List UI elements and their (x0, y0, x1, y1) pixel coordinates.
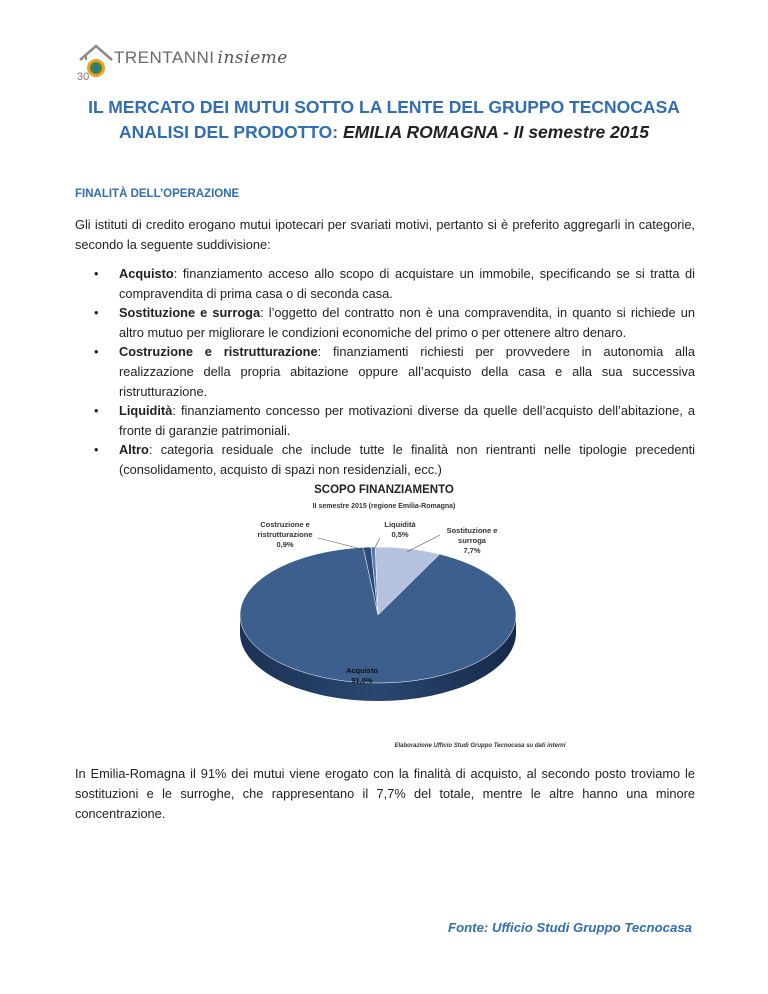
chart-subtitle: II semestre 2015 (regione Emilia-Romagna) (312, 503, 456, 510)
intro-paragraph: Gli istituti di credito erogano mutui ipotecari per svariati motivi, pertanto si è preferito aggregarli in categorie, secondo la seguente suddivisione: (75, 217, 695, 252)
pie-category-label: Liquidità (384, 520, 416, 529)
page-title: IL MERCATO DEI MUTUI SOTTO LA LENTE DEL GRUPPO TECNOCASA (88, 97, 680, 117)
pie-slices (240, 547, 516, 683)
list-item-text: : finanziamenti richiesti per provvedere in autonomia alla realizzazione della propria abitazione oppure all’acquisto della casa e alla sua successiva ristrutturazione. (119, 344, 695, 399)
bullet-icon: • (94, 305, 99, 321)
list-item-term: Liquidità (119, 403, 173, 419)
pie-leader-line (407, 535, 440, 552)
pie-category-label: surroga (458, 536, 486, 545)
pie-value-label: 7,7% (463, 546, 481, 555)
list-item-text: : categoria residuale che include tutte le finalità non rientranti nelle tipologie precedenti (consolidamento, acquisto di spazi non residenziali, ecc.) (119, 442, 695, 477)
pie-value-label: 91,0% (351, 676, 373, 685)
bullet-icon: • (94, 403, 99, 419)
list-item-term: Altro (119, 442, 149, 458)
page-subtitle (0, 122, 768, 143)
pie-category-label: Costruzione e (260, 520, 310, 529)
company-logo (76, 40, 288, 84)
pie-chart (0, 475, 768, 755)
list-item (75, 401, 695, 440)
bullet-icon: • (94, 344, 99, 360)
list-item-text: : l’oggetto del contratto non è una compravendita, in quanto si richiede un altro mutuo per migliorare le condizioni economiche del primo o per ottenere altro denaro. (119, 305, 695, 340)
bullet-icon: • (94, 442, 99, 458)
category-list (75, 264, 695, 480)
list-item-text: : finanziamento acceso allo scopo di acquistare un immobile, specificando se si tratta di compravendita di prima casa o di seconda casa. (119, 266, 695, 301)
subtitle-prefix: ANALISI DEL PRODOTTO: (119, 122, 343, 142)
logo-badge-number: 30 (77, 71, 90, 83)
section-heading: FINALITÀ DELL’OPERAZIONE (75, 188, 240, 200)
pie-category-label: ristrutturazione (257, 530, 313, 539)
list-item-term: Costruzione e ristrutturazione (119, 344, 318, 360)
pie-category-label: Sostituzione e (446, 526, 498, 535)
chart-source-note: Elaborazione Ufficio Studi Gruppo Tecnocasa su dati interni (394, 743, 566, 749)
conclusion-paragraph: In Emilia-Romagna il 91% dei mutui viene erogato con la finalità di acquisto, al secondo posto troviamo le sostituzioni e le surroghe, che rappresentano il 7,7% del totale, mentre le altre hanno una minore concentrazione. (75, 766, 695, 821)
pie-category-label: Acquisto (345, 666, 379, 675)
source-footer: Fonte: Ufficio Studi Gruppo Tecnocasa (448, 920, 692, 935)
list-item-term: Acquisto (119, 266, 174, 281)
logo-house-icon (76, 40, 116, 84)
list-item-term: Sostituzione e surroga (119, 305, 261, 321)
subtitle-region: EMILIA ROMAGNA - II semestre 2015 (342, 122, 649, 142)
chart-title: SCOPO FINANZIAMENTO (314, 484, 454, 496)
pie-value-label: 0,5% (391, 530, 409, 539)
pie-leader-line (318, 538, 368, 551)
list-item-text: : finanziamento concesso per motivazioni diverse da quelle dell’acquisto dell’abitazione, a fronte di garanzie patrimoniali. (119, 403, 695, 438)
pie-value-label: 0,9% (276, 540, 294, 549)
list-item (75, 440, 695, 479)
list-item (75, 264, 695, 303)
list-item (75, 303, 695, 342)
list-item (75, 342, 695, 401)
bullet-icon: • (94, 266, 99, 281)
logo-brand-text: TRENTANNI (114, 48, 215, 67)
logo-script-text: insieme (217, 48, 288, 68)
